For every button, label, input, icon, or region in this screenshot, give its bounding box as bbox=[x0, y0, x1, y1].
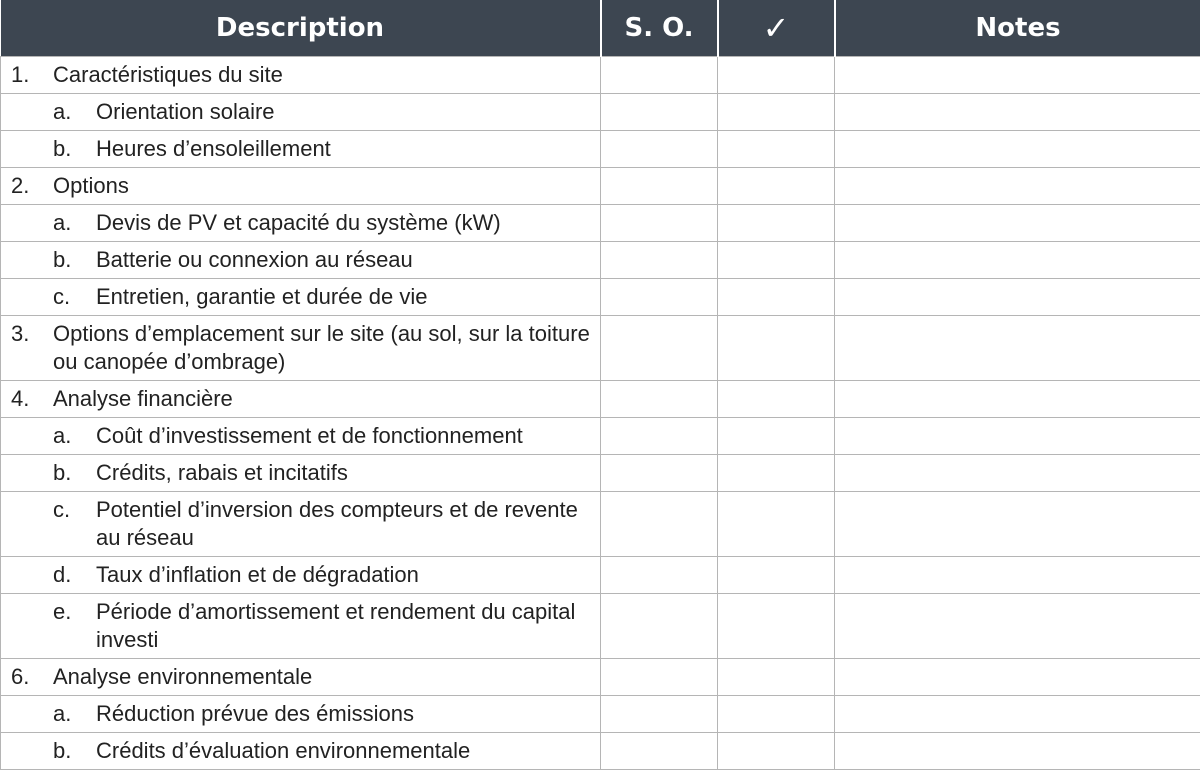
notes-cell[interactable] bbox=[835, 205, 1200, 242]
check-cell[interactable] bbox=[718, 594, 835, 659]
item-marker: e. bbox=[53, 599, 72, 624]
notes-cell[interactable] bbox=[835, 168, 1200, 205]
item-text: Options bbox=[53, 173, 129, 198]
check-cell[interactable] bbox=[718, 733, 835, 770]
notes-cell[interactable] bbox=[835, 594, 1200, 659]
notes-cell[interactable] bbox=[835, 279, 1200, 316]
so-cell[interactable] bbox=[601, 94, 718, 131]
table-row bbox=[1, 659, 1200, 696]
notes-cell[interactable] bbox=[835, 696, 1200, 733]
table-row bbox=[1, 418, 1200, 455]
description-cell bbox=[1, 492, 601, 557]
item-text: Heures d’ensoleillement bbox=[96, 136, 331, 161]
item-marker: 2. bbox=[11, 173, 30, 198]
description-cell bbox=[1, 594, 601, 659]
header-so: S. O. bbox=[601, 0, 718, 57]
so-cell[interactable] bbox=[601, 131, 718, 168]
description-cell bbox=[1, 381, 601, 418]
description-cell bbox=[1, 557, 601, 594]
item-marker: 6. bbox=[11, 664, 30, 689]
check-cell[interactable] bbox=[718, 418, 835, 455]
description-cell bbox=[1, 733, 601, 770]
check-cell[interactable] bbox=[718, 455, 835, 492]
check-cell[interactable] bbox=[718, 557, 835, 594]
check-cell[interactable] bbox=[718, 279, 835, 316]
item-text: Crédits, rabais et incitatifs bbox=[96, 460, 348, 485]
check-cell[interactable] bbox=[718, 659, 835, 696]
item-text: Potentiel d’inversion des compteurs et de revente au réseau bbox=[96, 497, 578, 550]
table-row bbox=[1, 557, 1200, 594]
check-cell[interactable] bbox=[718, 57, 835, 94]
so-cell[interactable] bbox=[601, 205, 718, 242]
item-marker: b. bbox=[53, 136, 72, 161]
notes-cell[interactable] bbox=[835, 659, 1200, 696]
description-cell bbox=[1, 242, 601, 279]
item-marker: 1. bbox=[11, 62, 30, 87]
so-cell[interactable] bbox=[601, 733, 718, 770]
item-text: Entretien, garantie et durée de vie bbox=[96, 284, 428, 309]
table-row bbox=[1, 492, 1200, 557]
so-cell[interactable] bbox=[601, 168, 718, 205]
item-text: Caractéristiques du site bbox=[53, 62, 283, 87]
header-check-icon: ✓ bbox=[718, 0, 835, 57]
check-cell[interactable] bbox=[718, 205, 835, 242]
so-cell[interactable] bbox=[601, 659, 718, 696]
check-cell[interactable] bbox=[718, 696, 835, 733]
item-text: Analyse financière bbox=[53, 386, 233, 411]
description-cell bbox=[1, 659, 601, 696]
so-cell[interactable] bbox=[601, 279, 718, 316]
item-text: Période d’amortissement et rendement du capital investi bbox=[96, 599, 576, 652]
table-row bbox=[1, 455, 1200, 492]
check-cell[interactable] bbox=[718, 168, 835, 205]
description-cell bbox=[1, 455, 601, 492]
header-row bbox=[1, 0, 1200, 57]
table-row bbox=[1, 279, 1200, 316]
so-cell[interactable] bbox=[601, 381, 718, 418]
table-row bbox=[1, 733, 1200, 770]
notes-cell[interactable] bbox=[835, 94, 1200, 131]
description-cell bbox=[1, 57, 601, 94]
so-cell[interactable] bbox=[601, 594, 718, 659]
item-text: Taux d’inflation et de dégradation bbox=[96, 562, 419, 587]
header-notes: Notes bbox=[835, 0, 1200, 57]
check-cell[interactable] bbox=[718, 131, 835, 168]
description-cell bbox=[1, 205, 601, 242]
item-text: Batterie ou connexion au réseau bbox=[96, 247, 413, 272]
so-cell[interactable] bbox=[601, 316, 718, 381]
table-row bbox=[1, 696, 1200, 733]
item-text: Coût d’investissement et de fonctionnement bbox=[96, 423, 523, 448]
table-row bbox=[1, 316, 1200, 381]
check-cell[interactable] bbox=[718, 94, 835, 131]
notes-cell[interactable] bbox=[835, 733, 1200, 770]
table-row bbox=[1, 94, 1200, 131]
table-row bbox=[1, 205, 1200, 242]
notes-cell[interactable] bbox=[835, 492, 1200, 557]
item-marker: a. bbox=[53, 210, 72, 235]
item-marker: 3. bbox=[11, 321, 30, 346]
table-row bbox=[1, 57, 1200, 94]
table-row bbox=[1, 131, 1200, 168]
item-text: Analyse environnementale bbox=[53, 664, 313, 689]
so-cell[interactable] bbox=[601, 455, 718, 492]
description-cell bbox=[1, 168, 601, 205]
so-cell[interactable] bbox=[601, 242, 718, 279]
notes-cell[interactable] bbox=[835, 316, 1200, 381]
description-cell bbox=[1, 279, 601, 316]
description-cell bbox=[1, 94, 601, 131]
item-marker: d. bbox=[53, 562, 72, 587]
notes-cell[interactable] bbox=[835, 131, 1200, 168]
so-cell[interactable] bbox=[601, 492, 718, 557]
notes-cell[interactable] bbox=[835, 57, 1200, 94]
item-marker: c. bbox=[53, 284, 71, 309]
description-cell bbox=[1, 316, 601, 381]
notes-cell[interactable] bbox=[835, 455, 1200, 492]
item-marker: a. bbox=[53, 423, 72, 448]
description-cell bbox=[1, 418, 601, 455]
check-cell[interactable] bbox=[718, 316, 835, 381]
item-text: Réduction prévue des émissions bbox=[96, 701, 414, 726]
item-text: Options d’emplacement sur le site (au sol, sur la toiture ou canopée d’ombrage) bbox=[53, 321, 590, 374]
item-text: Crédits d’évaluation environnementale bbox=[96, 738, 471, 763]
item-marker: b. bbox=[53, 738, 72, 763]
item-marker: 4. bbox=[11, 386, 30, 411]
item-text: Devis de PV et capacité du système (kW) bbox=[96, 210, 501, 235]
notes-cell[interactable] bbox=[835, 557, 1200, 594]
so-cell[interactable] bbox=[601, 418, 718, 455]
check-cell[interactable] bbox=[718, 242, 835, 279]
item-marker: a. bbox=[53, 99, 72, 124]
notes-cell[interactable] bbox=[835, 418, 1200, 455]
item-marker: b. bbox=[53, 460, 72, 485]
header-description: Description bbox=[1, 0, 601, 57]
table-row bbox=[1, 594, 1200, 659]
item-text: Orientation solaire bbox=[96, 99, 275, 124]
table-row bbox=[1, 242, 1200, 279]
check-cell[interactable] bbox=[718, 381, 835, 418]
table-row bbox=[1, 381, 1200, 418]
notes-cell[interactable] bbox=[835, 381, 1200, 418]
notes-cell[interactable] bbox=[835, 242, 1200, 279]
description-cell bbox=[1, 131, 601, 168]
so-cell[interactable] bbox=[601, 57, 718, 94]
check-cell[interactable] bbox=[718, 492, 835, 557]
description-cell bbox=[1, 696, 601, 733]
item-marker: c. bbox=[53, 497, 71, 522]
item-marker: b. bbox=[53, 247, 72, 272]
table-row bbox=[1, 168, 1200, 205]
so-cell[interactable] bbox=[601, 696, 718, 733]
so-cell[interactable] bbox=[601, 557, 718, 594]
item-marker: a. bbox=[53, 701, 72, 726]
